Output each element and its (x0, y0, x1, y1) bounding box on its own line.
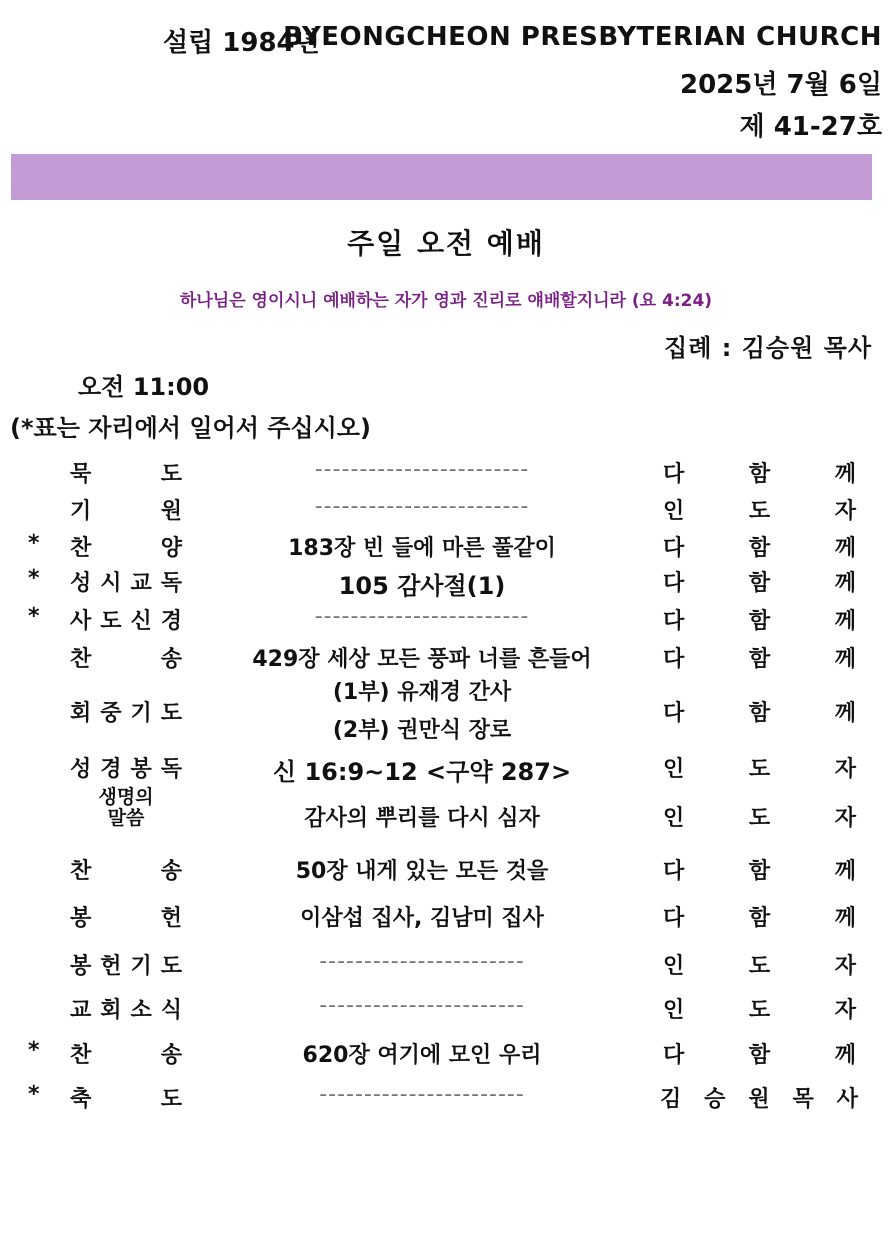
order-item-content: ----------------------- (319, 1082, 525, 1107)
order-item-name: 축 도 (70, 1087, 182, 1112)
order-item-name: 묵 도 (70, 462, 182, 487)
standing-marker: * (28, 604, 40, 629)
order-item-content: 50장 내게 있는 모든 것을 (295, 859, 549, 884)
bulletin-date: 2025년 7월 6일 (680, 70, 882, 100)
order-item-name: 봉 헌 (70, 906, 182, 931)
order-item-leader: 다 함 께 (663, 536, 856, 561)
order-item-leader: 김 승 원 목 사 (660, 1087, 858, 1112)
standing-marker: * (28, 531, 40, 556)
order-item-content: 429장 세상 모든 풍파 너를 흔들어 (252, 647, 592, 672)
standing-marker: * (28, 1082, 40, 1107)
order-item-leader: 인 도 자 (663, 806, 856, 831)
order-item-name: 성 경 봉 독 (70, 757, 182, 782)
order-item-content: 이삼섭 집사, 김남미 집사 (300, 906, 544, 931)
sermon-label-line1: 생명의 (98, 786, 154, 808)
order-item-content: ------------------------ (314, 494, 530, 519)
order-item-name: 교 회 소 식 (70, 998, 182, 1023)
order-item-leader: 다 함 께 (663, 701, 856, 726)
decorative-band (11, 154, 872, 200)
established-year: 설립 1984년 (163, 28, 320, 58)
order-item-leader: 인 도 자 (663, 954, 856, 979)
order-item-leader: 다 함 께 (663, 609, 856, 634)
sermon-label-line2: 말씀 (107, 807, 145, 829)
issue-number: 제 41-27호 (739, 112, 882, 142)
order-item-leader: 다 함 께 (663, 462, 856, 487)
order-item-name: 성 시 교 독 (70, 571, 182, 596)
order-item-leader: 인 도 자 (663, 499, 856, 524)
order-item-leader: 다 함 께 (663, 1043, 856, 1068)
order-item-content: ------------------------ (314, 457, 530, 482)
church-name: BYEONGCHEON PRESBYTERIAN CHURCH (283, 22, 882, 52)
order-item-content (222, 674, 622, 750)
presider: 집례 : 김승원 목사 (664, 334, 872, 362)
order-item-content: ------------------------ (314, 604, 530, 629)
order-item-content: ----------------------- (319, 949, 525, 974)
order-item-name: 찬 양 (70, 536, 182, 561)
prayer-first-service: (1부) 유재경 간사 (332, 680, 512, 705)
order-item-leader: 인 도 자 (663, 998, 856, 1023)
standing-marker: * (28, 566, 40, 591)
service-title: 주일 오전 예배 (347, 227, 545, 260)
service-time: 오전 11:00 (78, 373, 210, 401)
order-item-name: 찬 송 (70, 859, 182, 884)
order-item-name (66, 787, 186, 829)
order-item-content: 감사의 뿌리를 다시 심자 (304, 806, 540, 831)
order-item-leader: 다 함 께 (663, 859, 856, 884)
order-item-content: 620장 여기에 모인 우리 (302, 1043, 542, 1068)
order-item-content: 신 16:9~12 <구약 287> (272, 758, 572, 786)
order-item-leader: 다 함 께 (663, 647, 856, 672)
order-item-name: 사 도 신 경 (70, 609, 182, 634)
scripture-verse: 하나님은 영이시니 예배하는 자가 영과 진리로 얘배할지니라 (요 4:24) (179, 291, 713, 311)
order-item-content: 105 감사절(1) (338, 572, 506, 600)
order-item-leader: 다 함 께 (663, 906, 856, 931)
order-item-content: ----------------------- (319, 993, 525, 1018)
order-item-name: 회 중 기 도 (70, 701, 182, 726)
standing-marker: * (28, 1038, 40, 1063)
order-item-name: 봉 헌 기 도 (70, 954, 182, 979)
order-item-content: 183장 빈 들에 마른 풀같이 (288, 536, 556, 561)
standing-note: (*표는 자리에서 일어서 주십시오) (10, 414, 371, 442)
order-item-name: 찬 송 (70, 1043, 182, 1068)
order-item-leader: 인 도 자 (663, 757, 856, 782)
order-item-name: 찬 송 (70, 647, 182, 672)
prayer-second-service: (2부) 권만식 장로 (332, 718, 512, 743)
order-item-leader: 다 함 께 (663, 571, 856, 596)
order-item-name: 기 원 (70, 499, 182, 524)
